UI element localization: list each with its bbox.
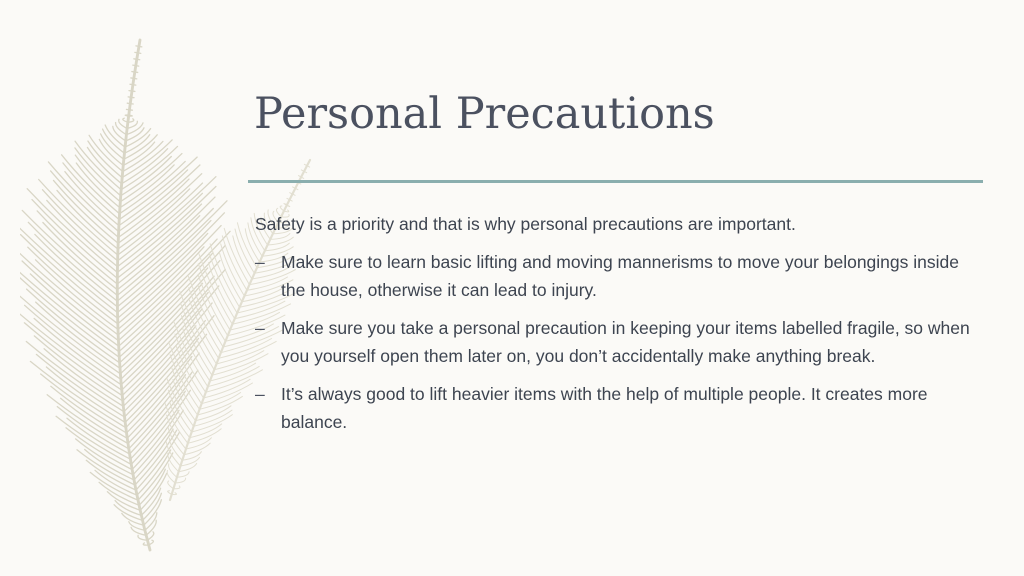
bullet-list (255, 248, 985, 437)
bullet-text: Make sure you take a personal precaution in keeping your items labelled fragile, so when you yourself open them later on, you don’t accidentally make anything break. (281, 317, 970, 366)
slide-body (255, 210, 985, 446)
bullet-item (255, 314, 985, 371)
bullet-text: Make sure to learn basic lifting and moving mannerisms to move your belongings inside the house, otherwise it can lead to injury. (281, 251, 959, 300)
title-divider (248, 180, 983, 183)
bullet-text: It’s always good to lift heavier items with the help of multiple people. It creates more balance. (281, 383, 928, 432)
intro-text: Safety is a priority and that is why personal precautions are important. (255, 214, 796, 234)
dash-bullet-icon: – (255, 317, 265, 338)
bullet-item (255, 380, 985, 437)
bullet-item (255, 248, 985, 305)
page-title: Personal Precautions (254, 89, 715, 139)
dash-bullet-icon: – (255, 251, 265, 272)
dash-bullet-icon: – (255, 383, 265, 404)
